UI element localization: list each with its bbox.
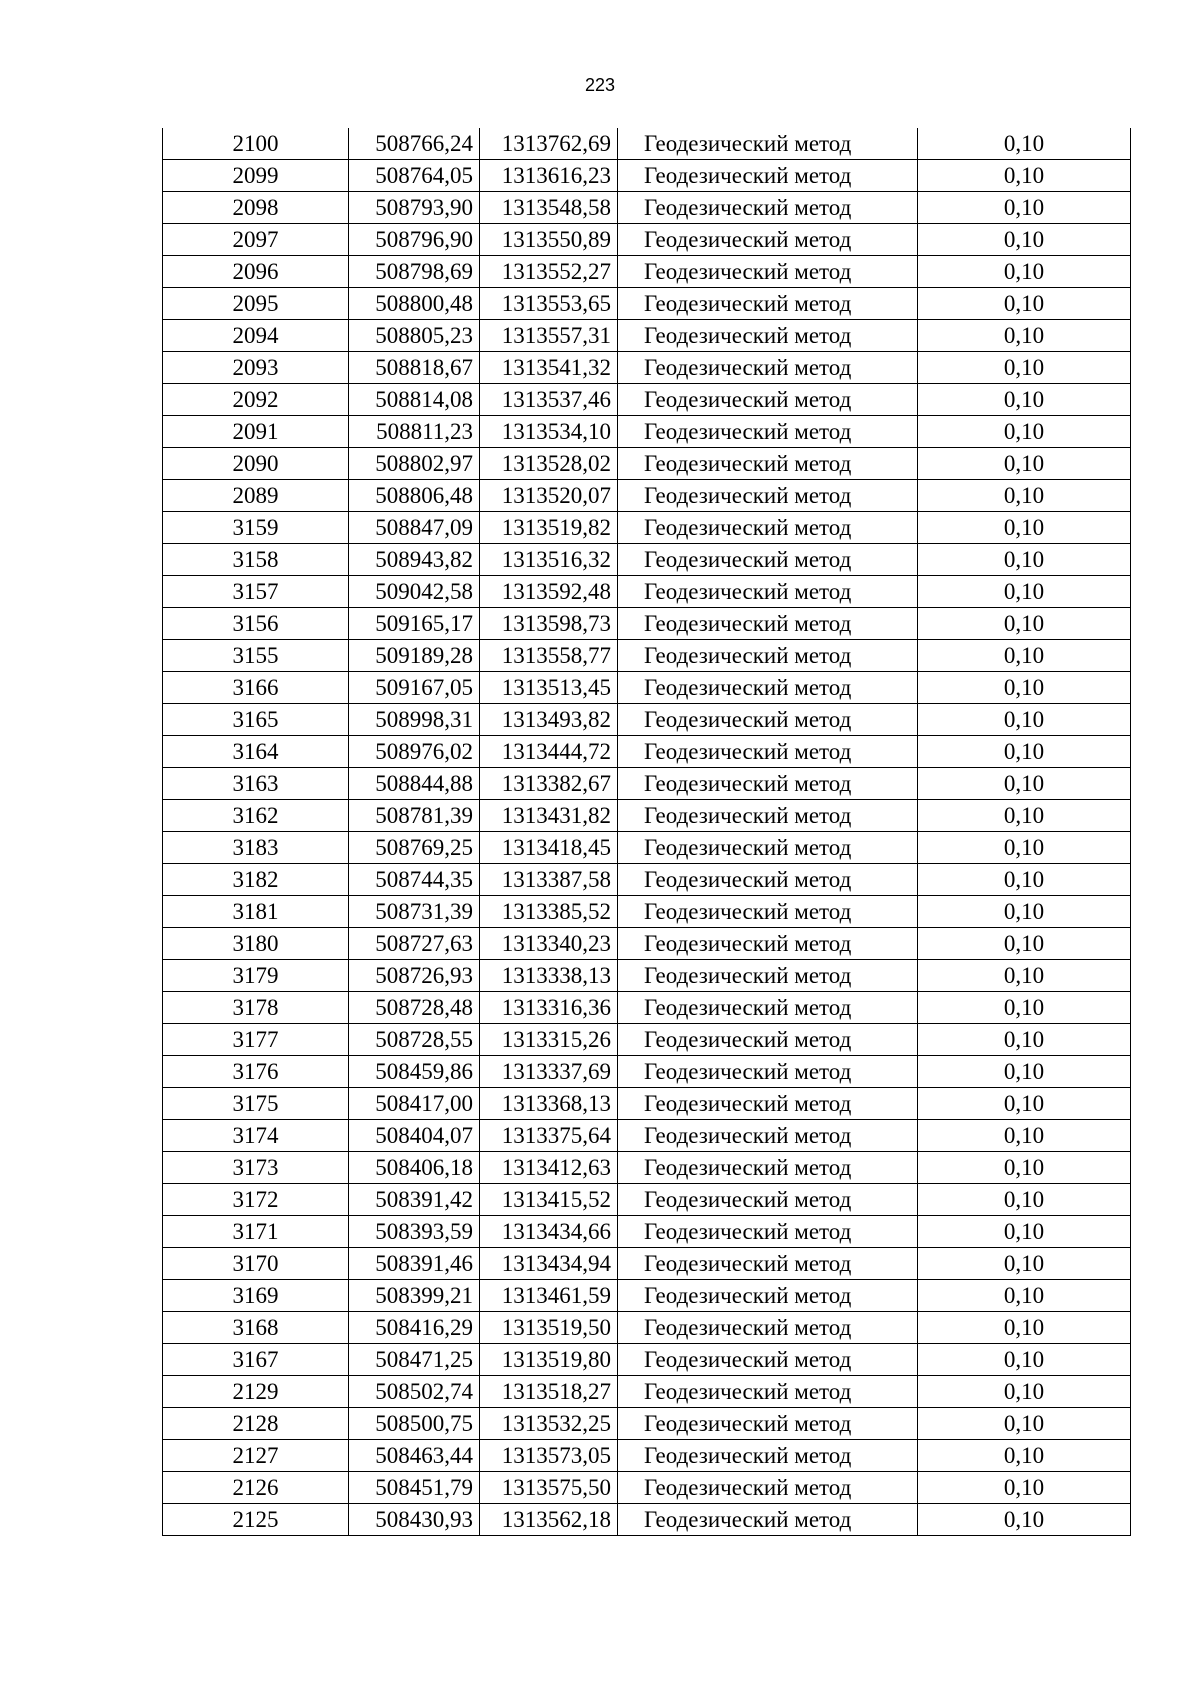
- x-coordinate-cell: 508769,25: [349, 832, 480, 864]
- accuracy-cell: 0,10: [918, 896, 1131, 928]
- accuracy-cell: 0,10: [918, 1408, 1131, 1440]
- method-cell: Геодезический метод: [618, 672, 918, 704]
- method-cell: Геодезический метод: [618, 544, 918, 576]
- point-number-cell: 3156: [163, 608, 349, 640]
- x-coordinate-cell: 508500,75: [349, 1408, 480, 1440]
- y-coordinate-cell: 1313575,50: [480, 1472, 618, 1504]
- y-coordinate-cell: 1313516,32: [480, 544, 618, 576]
- y-coordinate-cell: 1313562,18: [480, 1504, 618, 1536]
- y-coordinate-cell: 1313513,45: [480, 672, 618, 704]
- accuracy-cell: 0,10: [918, 1248, 1131, 1280]
- method-cell: Геодезический метод: [618, 1248, 918, 1280]
- method-cell: Геодезический метод: [618, 992, 918, 1024]
- x-coordinate-cell: 508943,82: [349, 544, 480, 576]
- x-coordinate-cell: 508727,63: [349, 928, 480, 960]
- method-cell: Геодезический метод: [618, 928, 918, 960]
- accuracy-cell: 0,10: [918, 416, 1131, 448]
- page-number: 223: [584, 75, 616, 95]
- accuracy-cell: 0,10: [918, 448, 1131, 480]
- x-coordinate-cell: 508811,23: [349, 416, 480, 448]
- accuracy-cell: 0,10: [918, 992, 1131, 1024]
- method-cell: Геодезический метод: [618, 288, 918, 320]
- table-row: [163, 1472, 1131, 1504]
- y-coordinate-cell: 1313412,63: [480, 1152, 618, 1184]
- y-coordinate-cell: 1313558,77: [480, 640, 618, 672]
- table-row: [163, 1440, 1131, 1472]
- point-number-cell: 3183: [163, 832, 349, 864]
- x-coordinate-cell: 508998,31: [349, 704, 480, 736]
- method-cell: Геодезический метод: [618, 576, 918, 608]
- accuracy-cell: 0,10: [918, 608, 1131, 640]
- accuracy-cell: 0,10: [918, 1312, 1131, 1344]
- y-coordinate-cell: 1313534,10: [480, 416, 618, 448]
- table-row: [163, 864, 1131, 896]
- point-number-cell: 2099: [163, 160, 349, 192]
- y-coordinate-cell: 1313337,69: [480, 1056, 618, 1088]
- method-cell: Геодезический метод: [618, 320, 918, 352]
- table-row: [163, 1056, 1131, 1088]
- x-coordinate-cell: 508471,25: [349, 1344, 480, 1376]
- point-number-cell: 3176: [163, 1056, 349, 1088]
- x-coordinate-cell: 509167,05: [349, 672, 480, 704]
- table-row: [163, 288, 1131, 320]
- accuracy-cell: 0,10: [918, 384, 1131, 416]
- table-row: [163, 1376, 1131, 1408]
- x-coordinate-cell: 508976,02: [349, 736, 480, 768]
- point-number-cell: 2126: [163, 1472, 349, 1504]
- table-row: [163, 1248, 1131, 1280]
- x-coordinate-cell: 508731,39: [349, 896, 480, 928]
- x-coordinate-cell: 508766,24: [349, 128, 480, 160]
- point-number-cell: 3169: [163, 1280, 349, 1312]
- method-cell: Геодезический метод: [618, 128, 918, 160]
- accuracy-cell: 0,10: [918, 160, 1131, 192]
- point-number-cell: 3162: [163, 800, 349, 832]
- y-coordinate-cell: 1313338,13: [480, 960, 618, 992]
- point-number-cell: 3163: [163, 768, 349, 800]
- x-coordinate-cell: 508502,74: [349, 1376, 480, 1408]
- method-cell: Геодезический метод: [618, 1088, 918, 1120]
- x-coordinate-cell: 508847,09: [349, 512, 480, 544]
- accuracy-cell: 0,10: [918, 1344, 1131, 1376]
- table-row: [163, 896, 1131, 928]
- method-cell: Геодезический метод: [618, 1376, 918, 1408]
- x-coordinate-cell: 508451,79: [349, 1472, 480, 1504]
- accuracy-cell: 0,10: [918, 1280, 1131, 1312]
- point-number-cell: 3182: [163, 864, 349, 896]
- method-cell: Геодезический метод: [618, 736, 918, 768]
- x-coordinate-cell: 508802,97: [349, 448, 480, 480]
- table-row: [163, 640, 1131, 672]
- y-coordinate-cell: 1313550,89: [480, 224, 618, 256]
- point-number-cell: 3175: [163, 1088, 349, 1120]
- point-number-cell: 3166: [163, 672, 349, 704]
- point-number-cell: 2127: [163, 1440, 349, 1472]
- table-row: [163, 256, 1131, 288]
- accuracy-cell: 0,10: [918, 288, 1131, 320]
- accuracy-cell: 0,10: [918, 832, 1131, 864]
- point-number-cell: 3157: [163, 576, 349, 608]
- x-coordinate-cell: 508800,48: [349, 288, 480, 320]
- accuracy-cell: 0,10: [918, 960, 1131, 992]
- point-number-cell: 2097: [163, 224, 349, 256]
- accuracy-cell: 0,10: [918, 128, 1131, 160]
- table-row: [163, 480, 1131, 512]
- accuracy-cell: 0,10: [918, 320, 1131, 352]
- x-coordinate-cell: 508463,44: [349, 1440, 480, 1472]
- method-cell: Геодезический метод: [618, 960, 918, 992]
- table-row: [163, 448, 1131, 480]
- point-number-cell: 2090: [163, 448, 349, 480]
- table-row: [163, 1408, 1131, 1440]
- point-number-cell: 2094: [163, 320, 349, 352]
- x-coordinate-cell: 508391,42: [349, 1184, 480, 1216]
- point-number-cell: 3165: [163, 704, 349, 736]
- accuracy-cell: 0,10: [918, 1024, 1131, 1056]
- accuracy-cell: 0,10: [918, 480, 1131, 512]
- point-number-cell: 2129: [163, 1376, 349, 1408]
- x-coordinate-cell: 508728,55: [349, 1024, 480, 1056]
- table-row: [163, 1312, 1131, 1344]
- table-row: [163, 704, 1131, 736]
- method-cell: Геодезический метод: [618, 1120, 918, 1152]
- y-coordinate-cell: 1313553,65: [480, 288, 618, 320]
- x-coordinate-cell: 508793,90: [349, 192, 480, 224]
- y-coordinate-cell: 1313385,52: [480, 896, 618, 928]
- method-cell: Геодезический метод: [618, 1056, 918, 1088]
- accuracy-cell: 0,10: [918, 544, 1131, 576]
- method-cell: Геодезический метод: [618, 640, 918, 672]
- point-number-cell: 2092: [163, 384, 349, 416]
- method-cell: Геодезический метод: [618, 1472, 918, 1504]
- point-number-cell: 3164: [163, 736, 349, 768]
- table-row: [163, 1184, 1131, 1216]
- point-number-cell: 3172: [163, 1184, 349, 1216]
- x-coordinate-cell: 508764,05: [349, 160, 480, 192]
- y-coordinate-cell: 1313552,27: [480, 256, 618, 288]
- table-row: [163, 1024, 1131, 1056]
- y-coordinate-cell: 1313415,52: [480, 1184, 618, 1216]
- method-cell: Геодезический метод: [618, 224, 918, 256]
- method-cell: Геодезический метод: [618, 256, 918, 288]
- method-cell: Геодезический метод: [618, 160, 918, 192]
- x-coordinate-cell: 508744,35: [349, 864, 480, 896]
- y-coordinate-cell: 1313541,32: [480, 352, 618, 384]
- table-row: [163, 512, 1131, 544]
- point-number-cell: 3173: [163, 1152, 349, 1184]
- y-coordinate-cell: 1313434,94: [480, 1248, 618, 1280]
- table-row: [163, 832, 1131, 864]
- point-number-cell: 3177: [163, 1024, 349, 1056]
- method-cell: Геодезический метод: [618, 512, 918, 544]
- x-coordinate-cell: 508796,90: [349, 224, 480, 256]
- y-coordinate-cell: 1313548,58: [480, 192, 618, 224]
- x-coordinate-cell: 508781,39: [349, 800, 480, 832]
- table-row: [163, 800, 1131, 832]
- table-row: [163, 1088, 1131, 1120]
- table-row: [163, 992, 1131, 1024]
- y-coordinate-cell: 1313493,82: [480, 704, 618, 736]
- accuracy-cell: 0,10: [918, 192, 1131, 224]
- table-row: [163, 544, 1131, 576]
- table-row: [163, 672, 1131, 704]
- method-cell: Геодезический метод: [618, 1024, 918, 1056]
- point-number-cell: 2098: [163, 192, 349, 224]
- x-coordinate-cell: 508806,48: [349, 480, 480, 512]
- method-cell: Геодезический метод: [618, 448, 918, 480]
- point-number-cell: 3159: [163, 512, 349, 544]
- method-cell: Геодезический метод: [618, 384, 918, 416]
- method-cell: Геодезический метод: [618, 800, 918, 832]
- method-cell: Геодезический метод: [618, 1408, 918, 1440]
- x-coordinate-cell: 508814,08: [349, 384, 480, 416]
- x-coordinate-cell: 508726,93: [349, 960, 480, 992]
- accuracy-cell: 0,10: [918, 576, 1131, 608]
- x-coordinate-cell: 509189,28: [349, 640, 480, 672]
- point-number-cell: 3171: [163, 1216, 349, 1248]
- y-coordinate-cell: 1313532,25: [480, 1408, 618, 1440]
- accuracy-cell: 0,10: [918, 800, 1131, 832]
- point-number-cell: 3174: [163, 1120, 349, 1152]
- method-cell: Геодезический метод: [618, 1152, 918, 1184]
- point-number-cell: 3180: [163, 928, 349, 960]
- x-coordinate-cell: 508399,21: [349, 1280, 480, 1312]
- method-cell: Геодезический метод: [618, 416, 918, 448]
- point-number-cell: 3170: [163, 1248, 349, 1280]
- table-row: [163, 384, 1131, 416]
- accuracy-cell: 0,10: [918, 1472, 1131, 1504]
- point-number-cell: 3158: [163, 544, 349, 576]
- method-cell: Геодезический метод: [618, 608, 918, 640]
- y-coordinate-cell: 1313519,82: [480, 512, 618, 544]
- accuracy-cell: 0,10: [918, 640, 1131, 672]
- accuracy-cell: 0,10: [918, 1152, 1131, 1184]
- table-row: [163, 1120, 1131, 1152]
- y-coordinate-cell: 1313537,46: [480, 384, 618, 416]
- y-coordinate-cell: 1313616,23: [480, 160, 618, 192]
- table-row: [163, 1280, 1131, 1312]
- table-row: [163, 1344, 1131, 1376]
- point-number-cell: 2096: [163, 256, 349, 288]
- accuracy-cell: 0,10: [918, 928, 1131, 960]
- accuracy-cell: 0,10: [918, 1440, 1131, 1472]
- method-cell: Геодезический метод: [618, 768, 918, 800]
- point-number-cell: 3167: [163, 1344, 349, 1376]
- point-number-cell: 2093: [163, 352, 349, 384]
- method-cell: Геодезический метод: [618, 1440, 918, 1472]
- method-cell: Геодезический метод: [618, 1184, 918, 1216]
- table-row: [163, 960, 1131, 992]
- y-coordinate-cell: 1313519,80: [480, 1344, 618, 1376]
- point-number-cell: 3168: [163, 1312, 349, 1344]
- y-coordinate-cell: 1313375,64: [480, 1120, 618, 1152]
- method-cell: Геодезический метод: [618, 192, 918, 224]
- table-row: [163, 192, 1131, 224]
- x-coordinate-cell: 509042,58: [349, 576, 480, 608]
- accuracy-cell: 0,10: [918, 256, 1131, 288]
- method-cell: Геодезический метод: [618, 1344, 918, 1376]
- table-row: [163, 416, 1131, 448]
- method-cell: Геодезический метод: [618, 896, 918, 928]
- table-row: [163, 160, 1131, 192]
- x-coordinate-cell: 508459,86: [349, 1056, 480, 1088]
- x-coordinate-cell: 508393,59: [349, 1216, 480, 1248]
- method-cell: Геодезический метод: [618, 832, 918, 864]
- y-coordinate-cell: 1313368,13: [480, 1088, 618, 1120]
- x-coordinate-cell: 508844,88: [349, 768, 480, 800]
- accuracy-cell: 0,10: [918, 864, 1131, 896]
- method-cell: Геодезический метод: [618, 864, 918, 896]
- point-number-cell: 2100: [163, 128, 349, 160]
- coordinates-table-body: [163, 128, 1131, 1536]
- y-coordinate-cell: 1313519,50: [480, 1312, 618, 1344]
- y-coordinate-cell: 1313557,31: [480, 320, 618, 352]
- point-number-cell: 2095: [163, 288, 349, 320]
- x-coordinate-cell: 508416,29: [349, 1312, 480, 1344]
- accuracy-cell: 0,10: [918, 352, 1131, 384]
- y-coordinate-cell: 1313434,66: [480, 1216, 618, 1248]
- point-number-cell: 2089: [163, 480, 349, 512]
- x-coordinate-cell: 508417,00: [349, 1088, 480, 1120]
- y-coordinate-cell: 1313315,26: [480, 1024, 618, 1056]
- method-cell: Геодезический метод: [618, 1280, 918, 1312]
- accuracy-cell: 0,10: [918, 224, 1131, 256]
- x-coordinate-cell: 508798,69: [349, 256, 480, 288]
- y-coordinate-cell: 1313520,07: [480, 480, 618, 512]
- y-coordinate-cell: 1313387,58: [480, 864, 618, 896]
- point-number-cell: 2128: [163, 1408, 349, 1440]
- coordinates-table: [162, 128, 1131, 1536]
- table-row: [163, 768, 1131, 800]
- point-number-cell: 2091: [163, 416, 349, 448]
- accuracy-cell: 0,10: [918, 704, 1131, 736]
- accuracy-cell: 0,10: [918, 1504, 1131, 1536]
- point-number-cell: 2125: [163, 1504, 349, 1536]
- accuracy-cell: 0,10: [918, 1088, 1131, 1120]
- table-row: [163, 928, 1131, 960]
- accuracy-cell: 0,10: [918, 768, 1131, 800]
- method-cell: Геодезический метод: [618, 480, 918, 512]
- table-row: [163, 608, 1131, 640]
- method-cell: Геодезический метод: [618, 352, 918, 384]
- table-row: [163, 1152, 1131, 1184]
- accuracy-cell: 0,10: [918, 1056, 1131, 1088]
- x-coordinate-cell: 508404,07: [349, 1120, 480, 1152]
- y-coordinate-cell: 1313431,82: [480, 800, 618, 832]
- table-row: [163, 1504, 1131, 1536]
- y-coordinate-cell: 1313316,36: [480, 992, 618, 1024]
- table-row: [163, 1216, 1131, 1248]
- y-coordinate-cell: 1313418,45: [480, 832, 618, 864]
- y-coordinate-cell: 1313444,72: [480, 736, 618, 768]
- table-row: [163, 576, 1131, 608]
- x-coordinate-cell: 508805,23: [349, 320, 480, 352]
- accuracy-cell: 0,10: [918, 1216, 1131, 1248]
- table-row: [163, 352, 1131, 384]
- point-number-cell: 3155: [163, 640, 349, 672]
- point-number-cell: 3179: [163, 960, 349, 992]
- method-cell: Геодезический метод: [618, 1312, 918, 1344]
- x-coordinate-cell: 508818,67: [349, 352, 480, 384]
- accuracy-cell: 0,10: [918, 1120, 1131, 1152]
- x-coordinate-cell: 508728,48: [349, 992, 480, 1024]
- method-cell: Геодезический метод: [618, 1504, 918, 1536]
- x-coordinate-cell: 508406,18: [349, 1152, 480, 1184]
- table-row: [163, 320, 1131, 352]
- y-coordinate-cell: 1313592,48: [480, 576, 618, 608]
- accuracy-cell: 0,10: [918, 512, 1131, 544]
- table-row: [163, 224, 1131, 256]
- accuracy-cell: 0,10: [918, 1184, 1131, 1216]
- point-number-cell: 3178: [163, 992, 349, 1024]
- method-cell: Геодезический метод: [618, 704, 918, 736]
- accuracy-cell: 0,10: [918, 672, 1131, 704]
- x-coordinate-cell: 508391,46: [349, 1248, 480, 1280]
- y-coordinate-cell: 1313461,59: [480, 1280, 618, 1312]
- y-coordinate-cell: 1313762,69: [480, 128, 618, 160]
- y-coordinate-cell: 1313340,23: [480, 928, 618, 960]
- accuracy-cell: 0,10: [918, 736, 1131, 768]
- table-row: [163, 128, 1131, 160]
- x-coordinate-cell: 509165,17: [349, 608, 480, 640]
- point-number-cell: 3181: [163, 896, 349, 928]
- accuracy-cell: 0,10: [918, 1376, 1131, 1408]
- method-cell: Геодезический метод: [618, 1216, 918, 1248]
- y-coordinate-cell: 1313518,27: [480, 1376, 618, 1408]
- y-coordinate-cell: 1313598,73: [480, 608, 618, 640]
- y-coordinate-cell: 1313573,05: [480, 1440, 618, 1472]
- table-row: [163, 736, 1131, 768]
- x-coordinate-cell: 508430,93: [349, 1504, 480, 1536]
- y-coordinate-cell: 1313382,67: [480, 768, 618, 800]
- y-coordinate-cell: 1313528,02: [480, 448, 618, 480]
